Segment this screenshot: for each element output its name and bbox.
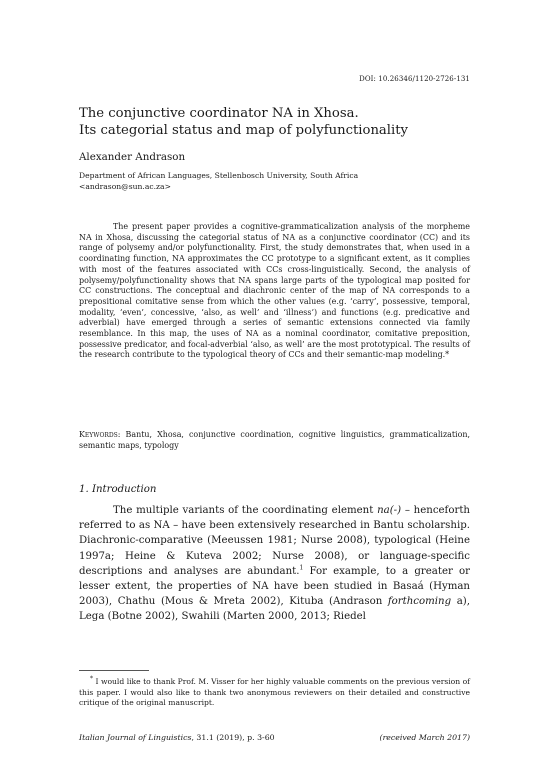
keywords-label: Keywords: xyxy=(79,430,121,439)
author-email: <andrason@sun.ac.za> xyxy=(79,182,171,191)
body-paragraph xyxy=(79,503,470,625)
journal-name: Italian Journal of Linguistics xyxy=(79,733,192,742)
title-line-2: Its categorial status and map of polyfunctionality xyxy=(79,122,408,138)
footnote-mark: 1 xyxy=(299,564,304,572)
abstract: The present paper provides a cognitive-grammaticalization analysis of the morpheme NA in Xhosa, discussing the categorial status of NA as a conjunctive coordinator (CC) and its range of polysemy and/or polyfunctionality. First, the study demonstrates that, when used in a coordinating function, NA approximates the CC prototype to a significant extent, as it complies with most of the features associated with CCs cross-linguistically. Second, the analysis of polysemy/polyfunctionality shows that NA spans large parts of the typological map posited for CC constructions. The conceptual and diachronic center of the map of NA corresponds to a prepositional comitative sense from which the other values (e.g. ‘carry’, possessive, temporal, modality, ‘even’, concessive, ‘also, as well’ and ‘illness’) and functions (e.g. predicative and adverbial) have emerged through a series of semantic extensions connected via family resemblance. In this map, the uses of NA as a nominal coordinator, comitative preposition, possessive predicator, and focal-adverbial ‘also, as well’ are the most prototypical. The results of the research contribute to the typological theory of CCs and their semantic-map modeling.* xyxy=(79,222,470,360)
footnote-divider xyxy=(79,670,149,671)
title-line-1: The conjunctive coordinator NA in Xhosa. xyxy=(79,106,359,121)
author-name: Alexander Andrason xyxy=(79,151,186,163)
footnote-star: * xyxy=(90,675,93,683)
forthcoming-italic: forthcoming xyxy=(387,596,452,608)
body-text: – henceforth referred to as NA – have been extensively researched in Bantu scholarship. Diachronic-comparative (Meeussen 1981; Nurse 2008), typological (Heine 1997a; Heine & Kuteva 2002; Nurse 2008), or language-specific descriptions and analyses are abundant. xyxy=(79,505,470,577)
body-text: The multiple variants of the coordinating element xyxy=(113,505,378,516)
affiliation-department: Department of African Languages, Stellenbosch University, South Africa xyxy=(79,171,359,180)
journal-citation: , 31.1 (2019), p. 3-60 xyxy=(191,733,275,742)
footnote xyxy=(79,677,470,709)
footnote-text: I would like to thank Prof. M. Visser for her highly valuable comments on the previous version of this paper. I would also like to thank two anonymous reviewers on their detailed and constructive critique of the original manuscript. xyxy=(79,677,470,707)
doi: DOI: 10.26346/1120-2726-131 xyxy=(359,75,470,83)
body-text: For example, to a greater or lesser extent, the properties of NA have been studied in Basaá (Hyman 2003), Chathu (Mous & Mreta 2002), Kituba (Andrason xyxy=(79,565,470,608)
affiliation xyxy=(79,170,358,192)
body-text: a), Lega (Botne 2002), Swahili (Marten 2000, 2013; Riedel xyxy=(79,596,471,623)
keywords xyxy=(79,430,470,451)
paper-title xyxy=(79,106,479,139)
page-footer xyxy=(79,733,470,742)
keywords-text: Bantu, Xhosa, conjunctive coordination, cognitive linguistics, grammaticalization, semantic maps, typology xyxy=(79,430,470,450)
received-date: (received March 2017) xyxy=(379,733,470,742)
term-na: na(-) xyxy=(377,505,402,516)
section-heading: 1. Introduction xyxy=(79,484,157,495)
